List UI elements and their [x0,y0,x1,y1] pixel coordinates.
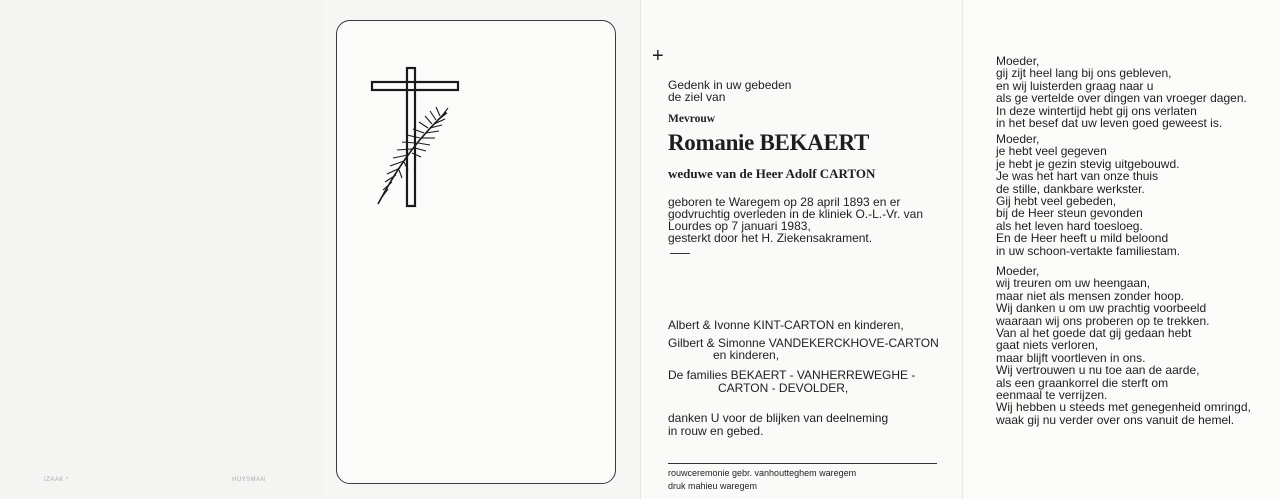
poem-line: maar niet als mensen zonder hoop. [996,288,1185,303]
intro-line: de ziel van [668,90,726,104]
corner-mark-right: HUYSMAN [232,477,266,483]
birth-line: godvruchtig overleden in de kliniek O.-L.-Vr. van [668,207,924,221]
poem-line: je hebt veel gegeven [996,144,1107,159]
birth-line: gesterkt door het H. Ziekensakrament. [668,231,873,245]
family-line: CARTON - DEVOLDER, [718,381,849,395]
poem-line: in uw schoon-vertakte familiestam. [996,243,1181,258]
birth-line: geboren te Waregem op 28 april 1893 en er [668,195,901,209]
footer-rule [668,463,937,464]
poem-line: Wij vertrouwen u nu toe aan de aarde, [996,363,1200,378]
widow-line: weduwe van de Heer Adolf CARTON [668,166,876,181]
poem-line: Je was het hart van onze thuis [996,169,1159,184]
poem-line: Wij danken u om uw prachtig voorbeeld [996,301,1207,316]
poem-line: als een graankorrel die sterft om [996,375,1169,390]
intro-line: Gedenk in uw gebeden [668,78,792,92]
separator-dash [670,253,690,254]
poem-line: als ge vertelde over dingen van vroeger dagen. [996,91,1247,106]
poem-line: als het leven hard toesloeg. [996,218,1143,233]
poem-line: En de Heer heeft u mild beloond [996,231,1169,246]
poem-line: Moeder, [996,264,1040,278]
poem-stanza-3 [996,265,1251,426]
left-blank-panel [0,0,322,499]
poem-stanza-1 [996,55,1247,129]
printer-line: druk mahieu waregem [668,481,758,491]
poem-stanza-2 [996,133,1180,257]
cross-with-palm-branch-icon [368,66,468,216]
deceased-name: Romanie BEKAERT [668,130,870,155]
poem-line: gaat niets verloren, [996,338,1099,353]
poem-line: Gij hebt veel gebeden, [996,194,1117,209]
birth-line: Lourdes op 7 januari 1983, [668,219,811,233]
thanks-line: in rouw en gebed. [668,424,764,438]
poem-line: wij treuren om uw heengaan, [996,276,1151,291]
family-line: Gilbert & Simonne VANDEKERCKHOVE-CARTON [668,336,939,350]
family-line: De families BEKAERT - VANHERREWEGHE - [668,368,916,382]
family-line: en kinderen, [713,348,780,362]
poem-line: waak gij nu verder over ons vanuit de hemel. [996,412,1235,427]
poem-line: Wij hebben u steeds met genegenheid omringd, [996,400,1251,415]
poem-line: bij de Heer steun gevonden [996,206,1143,221]
poem-line: Moeder, [996,132,1040,146]
poem-line: waaraan wij ons proberen op te trekken. [996,313,1210,328]
poem-line: Van al het goede dat gij gedaan hebt [996,326,1192,341]
family-line: Albert & Ivonne KINT-CARTON en kinderen, [668,318,904,332]
poem-line: je hebt je gezin stevig uitgebouwd. [996,156,1180,171]
poem-line: de stille, dankbare werkster. [996,181,1145,196]
poem-line: in het besef dat uw leven goed geweest is. [996,116,1223,131]
poem-line: Moeder, [996,54,1040,68]
poem-line: gij zijt heel lang bij ons gebleven, [996,66,1172,81]
corner-mark-left: IZAAK * [44,477,69,483]
thanks-line: danken U voor de blijken van deelneming [668,411,889,425]
poem-line: eenmaal te verrijzen. [996,388,1108,403]
poem-line: en wij luisterden graag naar u [996,78,1154,93]
poem-line: In deze wintertijd hebt gij ons verlaten [996,103,1197,118]
poem-line: maar blijft voortleven in ons. [996,350,1146,365]
title-text: Mevrouw [668,113,716,125]
printer-line: rouwceremonie gebr. vanhoutteghem waregem [668,468,857,478]
cross-symbol: + [652,45,664,67]
